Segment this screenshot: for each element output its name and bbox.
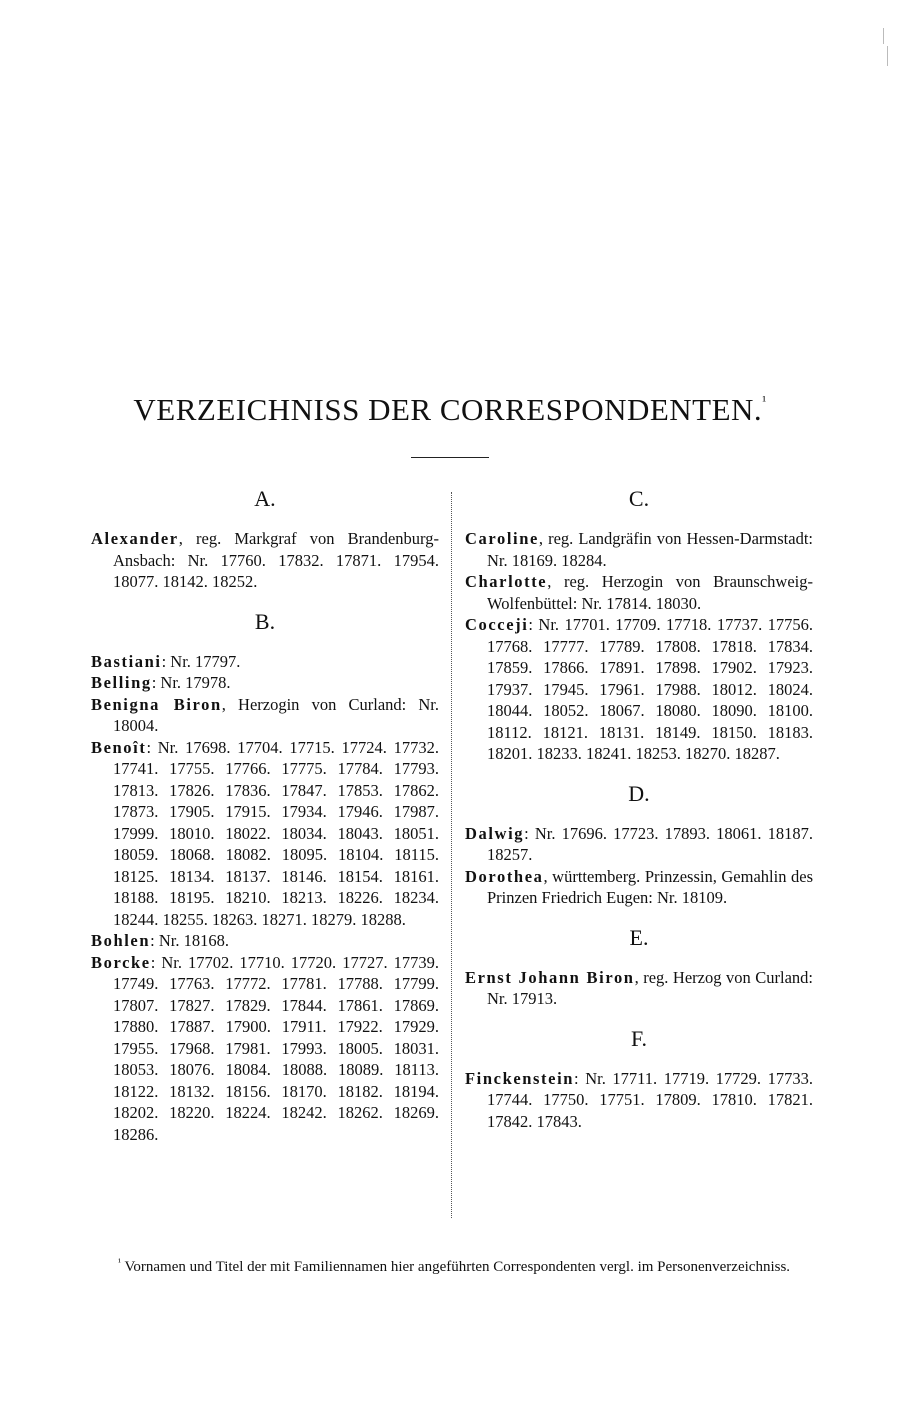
left-column [91,484,439,1145]
correspondent-name: Cocceji [465,615,529,634]
correspondent-entry [91,528,439,593]
correspondent-entry [465,528,813,571]
section-letter: A. [254,486,276,511]
correspondent-entry [465,614,813,765]
section-gap [465,1010,813,1024]
correspondent-letters: , reg. Herzogin von Braunschweig-Wolfenbüttel: Nr. 17814. 18030. [487,572,813,613]
correspondent-name: Bastiani [91,651,162,671]
correspondent-name: Belling [91,673,152,692]
correspondent-name: Dorothea [465,866,544,886]
section-letter: D. [628,780,650,806]
correspondent-entry [91,651,439,673]
footnote-text: Vornamen und Titel der mit Familiennamen hier angeführten Correspondenten vergl. im Personenverzeichniss. [121,1259,791,1275]
section-letter: E. [629,924,649,950]
correspondent-letters: : Nr. 17701. 17709. 17718. 17737. 17756. 17768. 17777. 17789. 17808. 17818. 17834. 17859. 17866. 17891. 17898. 17902. 17923. 17937. 17945. 17961. 17988. 18012. 18024. 18044. 18052. 18067. 18080. 18090. 18100. 18112. 18121. 18131. 18149. 18150. 18183. 18201. 18233. 18241. 18253. 18270. 18287. [487,615,813,763]
correspondent-letters: : Nr. 17711. 17719. 17729. 17733. 17744. 17750. 17751. 17809. 17810. 17821. 17842. 17843. [487,1068,813,1131]
correspondent-entry [465,866,813,909]
correspondent-letters: : Nr. 17696. 17723. 17893. 18061. 18187. 18257. [487,823,813,864]
correspondent-letters: , reg. Markgraf von Brandenburg-Ansbach: Nr. 17760. 17832. 17871. 17954. 18077. 18142. 18252. [113,529,439,591]
correspondent-name: Benoît [91,737,147,757]
correspondent-letters: , württemberg. Prinzessin, Gemahlin des Prinzen Friedrich Eugen: Nr. 18109. [487,866,813,907]
section-letter: F. [631,1025,647,1051]
section-gap [465,909,813,923]
page-title-text: VERZEICHNISS DER CORRESPONDENTEN. [133,392,763,427]
correspondent-entry [91,930,439,952]
correspondent-letters: : Nr. 17702. 17710. 17720. 17727. 17739. 17749. 17763. 17772. 17781. 17788. 17799. 17807. 17827. 17829. 17844. 17861. 17869. 17880. 17887. 17900. 17911. 17922. 17929. 17955. 17968. 17981. 17993. 18005. 18031. 18053. 18076. 18084. 18088. 18089. 18113. 18122. 18132. 18156. 18170. 18182. 18194. 18202. 18220. 18224. 18242. 18262. 18269. 18286. [113,952,439,1144]
correspondent-letters: , reg. Herzog von Curland: Nr. 17913. [487,967,813,1008]
section-letter: C. [628,486,650,511]
correspondent-entry [91,672,439,694]
correspondent-name: Charlotte [465,572,548,591]
scan-margin-marks [883,28,889,66]
correspondent-entry [91,952,439,1146]
correspondent-name: Alexander [91,529,179,548]
correspondent-letters: , Herzogin von Curland: Nr. 18004. [113,694,439,735]
correspondent-letters: : Nr. 17698. 17704. 17715. 17724. 17732. 17741. 17755. 17766. 17775. 17784. 17793. 17813. 17826. 17836. 17847. 17853. 17862. 17873. 17905. 17915. 17934. 17946. 17987. 17999. 18010. 18022. 18034. 18043. 18051. 18059. 18068. 18082. 18095. 18104. 18115. 18125. 18134. 18137. 18146. 18154. 18161. 18188. 18195. 18210. 18213. 18226. 18234. 18244. 18255. 18263. 18271. 18279. 18288. [113,737,439,929]
column-divider [451,492,452,1218]
footnote [118,1252,806,1278]
correspondent-entry [465,571,813,614]
title-footnote-marker: ¹ [762,393,767,408]
section-letter: B. [254,608,276,634]
right-column [465,484,813,1132]
section-gap [465,765,813,779]
correspondent-entry [91,694,439,737]
correspondent-letters: , reg. Landgräfin von Hessen-Darmstadt: Nr. 18169. 18284. [487,529,813,570]
correspondent-name: Dalwig [465,823,525,843]
title-rule [411,457,489,458]
page-title [0,392,900,428]
correspondent-name: Caroline [465,529,539,548]
correspondent-entry [91,737,439,931]
correspondent-letters: : Nr. 18168. [150,931,229,950]
correspondent-letters: : Nr. 17797. [161,651,241,671]
footnote-marker: ¹ [118,1257,121,1268]
correspondent-letters: : Nr. 17978. [151,673,231,692]
correspondent-entry [465,1068,813,1133]
correspondent-name: Finckenstein [465,1068,575,1088]
correspondent-name: Borcke [91,952,151,972]
correspondent-entry [465,823,813,866]
correspondent-entry [465,967,813,1010]
section-gap [91,593,439,607]
correspondent-name: Ernst Johann Biron [465,967,635,987]
correspondent-name: Benigna Biron [91,694,222,714]
correspondent-name: Bohlen [91,931,151,950]
